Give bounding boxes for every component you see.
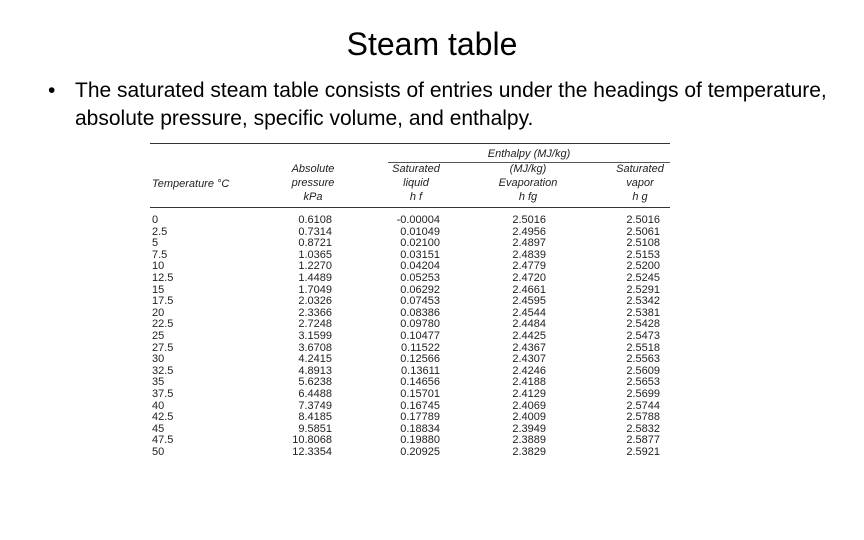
pressure-header bbox=[278, 162, 348, 204]
pressure-cell: 10.8068 bbox=[292, 434, 332, 447]
header-line: (MJ/kg) bbox=[509, 163, 547, 175]
temperature-cell: 50 bbox=[152, 445, 165, 458]
pressure-cell: 9.5851 bbox=[298, 422, 332, 435]
header-line: h f bbox=[409, 191, 423, 203]
temperature-cell: 0 bbox=[152, 214, 159, 226]
evaporation-enthalpy-cell: 2.3949 bbox=[512, 422, 546, 435]
evaporation-enthalpy-cell: 2.4069 bbox=[512, 399, 546, 412]
vapor-enthalpy-cell: 2.5291 bbox=[626, 283, 660, 296]
vapor-enthalpy-cell: 2.5877 bbox=[626, 434, 660, 447]
table-row bbox=[148, 296, 672, 308]
header-line: Absolute bbox=[291, 163, 335, 175]
temperature-cell: 2.5 bbox=[152, 225, 168, 238]
evaporation-enthalpy-cell: 2.4188 bbox=[512, 376, 546, 389]
evaporation-enthalpy-cell: 2.4839 bbox=[512, 248, 546, 261]
pressure-cell: 5.6238 bbox=[298, 376, 332, 389]
steam-table bbox=[148, 143, 672, 513]
vapor-enthalpy-cell: 2.5609 bbox=[626, 364, 660, 377]
liquid-enthalpy-cell: 0.01049 bbox=[400, 225, 440, 238]
liquid-enthalpy-cell: 0.17789 bbox=[400, 411, 440, 424]
vapor-enthalpy-cell: 2.5744 bbox=[626, 399, 660, 412]
pressure-cell: 7.3749 bbox=[298, 399, 332, 412]
temperature-cell: 37.5 bbox=[152, 387, 174, 400]
temperature-cell: 32.5 bbox=[152, 364, 174, 377]
liquid-enthalpy-cell: 0.08386 bbox=[400, 306, 440, 319]
evaporation-enthalpy-cell: 2.3889 bbox=[512, 434, 546, 447]
temperature-cell: 30 bbox=[152, 353, 165, 366]
evaporation-enthalpy-cell: 2.4661 bbox=[512, 283, 546, 296]
slide-title: Steam table bbox=[346, 26, 518, 62]
pressure-cell: 2.0326 bbox=[298, 295, 332, 308]
temperature-cell: 10 bbox=[152, 260, 165, 273]
evaporation-enthalpy-cell: 2.4367 bbox=[512, 341, 546, 354]
pressure-cell: 4.2415 bbox=[298, 353, 332, 366]
evaporation-enthalpy-cell: 2.4009 bbox=[512, 411, 546, 424]
header-line: h fg bbox=[518, 191, 538, 203]
evaporation-enthalpy-cell: 2.3829 bbox=[512, 445, 546, 458]
vapor-enthalpy-cell: 2.5921 bbox=[626, 445, 660, 458]
temperature-header: Temperature °C bbox=[152, 178, 230, 190]
header-line: liquid bbox=[403, 177, 429, 189]
vapor-enthalpy-cell: 2.5342 bbox=[626, 295, 660, 308]
header-bottom-rule bbox=[150, 207, 670, 208]
temperature-cell: 35 bbox=[152, 376, 165, 389]
liquid-enthalpy-cell: 0.16745 bbox=[400, 399, 440, 412]
vapor-enthalpy-cell: 2.5473 bbox=[626, 329, 660, 342]
table-row bbox=[148, 389, 672, 401]
evaporation-enthalpy-cell: 2.4595 bbox=[512, 295, 546, 308]
liquid-enthalpy-cell: 0.03151 bbox=[400, 248, 440, 261]
liquid-enthalpy-cell: -0.00004 bbox=[396, 214, 440, 226]
liquid-header bbox=[380, 162, 452, 204]
table-row bbox=[148, 215, 672, 227]
evaporation-enthalpy-cell: 2.4956 bbox=[512, 225, 546, 238]
liquid-enthalpy-cell: 0.04204 bbox=[400, 260, 440, 273]
pressure-cell: 3.6708 bbox=[298, 341, 332, 354]
vapor-enthalpy-cell: 2.5788 bbox=[626, 411, 660, 424]
vapor-enthalpy-cell: 2.5108 bbox=[626, 237, 660, 250]
evaporation-enthalpy-cell: 2.4246 bbox=[512, 364, 546, 377]
temperature-cell: 17.5 bbox=[152, 295, 174, 308]
liquid-enthalpy-cell: 0.09780 bbox=[400, 318, 440, 331]
pressure-cell: 3.1599 bbox=[298, 329, 332, 342]
evaporation-enthalpy-cell: 2.4544 bbox=[512, 306, 546, 319]
vapor-enthalpy-cell: 2.5428 bbox=[626, 318, 660, 331]
table-row bbox=[148, 412, 672, 424]
vapor-enthalpy-cell: 2.5832 bbox=[626, 422, 660, 435]
temperature-cell: 22.5 bbox=[152, 318, 174, 331]
table-body bbox=[148, 215, 672, 458]
liquid-enthalpy-cell: 0.12566 bbox=[400, 353, 440, 366]
header-line: h g bbox=[632, 191, 648, 203]
table-row bbox=[148, 273, 672, 285]
liquid-enthalpy-cell: 0.15701 bbox=[400, 387, 440, 400]
liquid-enthalpy-cell: 0.02100 bbox=[400, 237, 440, 250]
temperature-cell: 45 bbox=[152, 422, 165, 435]
pressure-cell: 6.4488 bbox=[298, 387, 332, 400]
liquid-enthalpy-cell: 0.11522 bbox=[401, 341, 440, 354]
pressure-cell: 0.7314 bbox=[298, 225, 332, 238]
temperature-cell: 5 bbox=[152, 237, 159, 250]
pressure-cell: 2.3366 bbox=[298, 306, 332, 319]
vapor-enthalpy-cell: 2.5518 bbox=[626, 341, 660, 354]
pressure-cell: 8.4185 bbox=[298, 411, 332, 424]
table-row bbox=[148, 354, 672, 366]
liquid-enthalpy-cell: 0.07453 bbox=[400, 295, 440, 308]
pressure-cell: 1.2270 bbox=[298, 260, 332, 273]
liquid-enthalpy-cell: 0.20925 bbox=[400, 445, 440, 458]
header-line: kPa bbox=[303, 191, 323, 203]
vapor-enthalpy-cell: 2.5245 bbox=[626, 271, 660, 284]
evaporation-enthalpy-cell: 2.4307 bbox=[512, 353, 546, 366]
temperature-cell: 12.5 bbox=[152, 271, 174, 284]
liquid-enthalpy-cell: 0.06292 bbox=[400, 283, 440, 296]
pressure-cell: 2.7248 bbox=[298, 318, 332, 331]
table-row bbox=[148, 331, 672, 343]
temperature-cell: 27.5 bbox=[152, 341, 174, 354]
temperature-cell: 7.5 bbox=[152, 248, 168, 261]
header-line: Saturated bbox=[616, 163, 664, 175]
header-line: vapor bbox=[626, 177, 654, 189]
liquid-enthalpy-cell: 0.18834 bbox=[400, 422, 440, 435]
enthalpy-group-header: Enthalpy (MJ/kg) bbox=[487, 148, 571, 160]
temperature-cell: 47.5 bbox=[152, 434, 174, 447]
vapor-header bbox=[610, 162, 670, 204]
header-line: pressure bbox=[291, 177, 335, 189]
table-row bbox=[148, 447, 672, 459]
pressure-cell: 1.4489 bbox=[298, 271, 332, 284]
pressure-cell: 1.7049 bbox=[298, 283, 332, 296]
evaporation-enthalpy-cell: 2.4720 bbox=[512, 271, 546, 284]
bullet-text: The saturated steam table consists of entries under the headings of temperature, absolute pressure, specific volume, and enthalpy. bbox=[75, 79, 827, 130]
temperature-cell: 42.5 bbox=[152, 411, 174, 424]
vapor-enthalpy-cell: 2.5653 bbox=[626, 376, 660, 389]
pressure-cell: 0.6108 bbox=[298, 214, 332, 226]
pressure-cell: 12.3354 bbox=[292, 445, 332, 458]
vapor-enthalpy-cell: 2.5016 bbox=[626, 214, 660, 226]
vapor-enthalpy-cell: 2.5153 bbox=[626, 248, 660, 261]
pressure-cell: 4.8913 bbox=[298, 364, 332, 377]
liquid-enthalpy-cell: 0.14656 bbox=[400, 376, 440, 389]
evaporation-header bbox=[486, 162, 570, 204]
vapor-enthalpy-cell: 2.5381 bbox=[626, 306, 660, 319]
temperature-cell: 15 bbox=[152, 283, 165, 296]
vapor-enthalpy-cell: 2.5061 bbox=[626, 225, 660, 238]
evaporation-enthalpy-cell: 2.4425 bbox=[512, 329, 546, 342]
temperature-cell: 25 bbox=[152, 329, 165, 342]
liquid-enthalpy-cell: 0.05253 bbox=[400, 271, 440, 284]
vapor-enthalpy-cell: 2.5563 bbox=[626, 353, 660, 366]
pressure-cell: 1.0365 bbox=[298, 248, 332, 261]
liquid-enthalpy-cell: 0.13611 bbox=[401, 364, 440, 377]
pressure-cell: 0.8721 bbox=[298, 237, 332, 250]
evaporation-enthalpy-cell: 2.4484 bbox=[512, 318, 546, 331]
vapor-enthalpy-cell: 2.5699 bbox=[626, 387, 660, 400]
header-line: Evaporation bbox=[498, 177, 558, 189]
vapor-enthalpy-cell: 2.5200 bbox=[626, 260, 660, 273]
evaporation-enthalpy-cell: 2.4897 bbox=[512, 237, 546, 250]
bullet-marker: • bbox=[48, 79, 56, 102]
temperature-cell: 40 bbox=[152, 399, 165, 412]
evaporation-enthalpy-cell: 2.4129 bbox=[512, 387, 546, 400]
liquid-enthalpy-cell: 0.10477 bbox=[400, 329, 440, 342]
table-top-rule bbox=[150, 143, 670, 144]
header-line: Saturated bbox=[392, 163, 440, 175]
temperature-cell: 20 bbox=[152, 306, 165, 319]
evaporation-enthalpy-cell: 2.4779 bbox=[512, 260, 546, 273]
evaporation-enthalpy-cell: 2.5016 bbox=[512, 214, 546, 226]
liquid-enthalpy-cell: 0.19880 bbox=[400, 434, 440, 447]
